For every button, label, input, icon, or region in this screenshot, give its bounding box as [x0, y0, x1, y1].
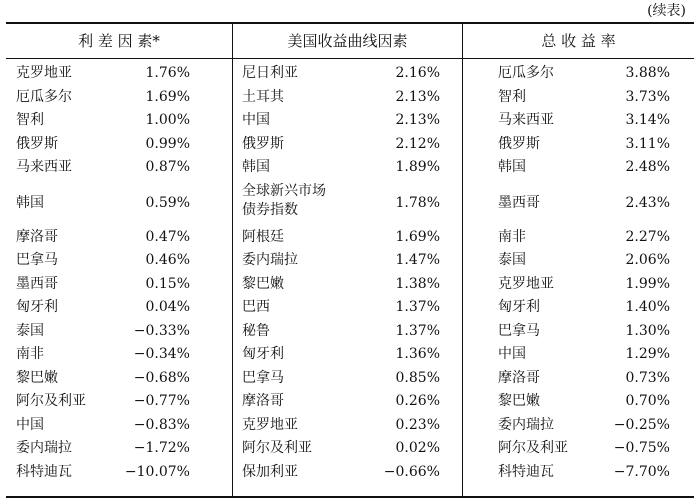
return-value: 1.69% — [145, 88, 190, 105]
table-row — [6, 414, 694, 437]
country-name: 俄罗斯 — [242, 135, 284, 152]
return-value: 0.23% — [395, 416, 440, 433]
table-row — [6, 226, 694, 249]
return-value: 1.99% — [625, 275, 670, 292]
country-name: 克罗地亚 — [16, 65, 72, 81]
table-row — [6, 62, 694, 85]
table-row — [6, 109, 694, 132]
return-value: 0.26% — [395, 393, 440, 409]
country-name: 中国 — [16, 416, 44, 433]
return-value: −10.07% — [124, 463, 190, 480]
country-name: 摩洛哥 — [242, 393, 284, 409]
country-name: 秘鲁 — [242, 322, 270, 339]
return-value: 2.06% — [625, 252, 670, 268]
country-name: 保加利亚 — [242, 463, 298, 480]
return-value: −0.68% — [133, 369, 190, 386]
country-name: 俄罗斯 — [498, 135, 540, 152]
country-name: 韩国 — [16, 194, 44, 211]
country-name: 厄瓜多尔 — [16, 88, 72, 105]
return-value: 0.04% — [145, 299, 190, 315]
table-row — [6, 249, 694, 272]
header-us-yield-curve-factor: 美国收益曲线因素 — [287, 32, 408, 50]
country-name: 韩国 — [242, 159, 270, 175]
country-name: 泰国 — [16, 322, 44, 339]
country-name: 泰国 — [498, 252, 526, 268]
return-value: 1.29% — [625, 346, 670, 362]
country-name: 科特迪瓦 — [498, 463, 554, 480]
table-row — [6, 296, 694, 319]
table-row — [6, 180, 694, 226]
return-value: 0.99% — [145, 135, 190, 152]
country-name: 委内瑞拉 — [242, 252, 298, 268]
country-name: 马来西亚 — [16, 159, 72, 175]
return-value: 1.76% — [145, 65, 190, 81]
return-value: 1.89% — [395, 159, 440, 175]
country-name: 土耳其 — [242, 88, 284, 105]
return-value: 1.38% — [395, 275, 440, 292]
country-name: 智利 — [16, 112, 44, 128]
country-name: 墨西哥 — [498, 194, 540, 211]
return-value: 1.37% — [395, 299, 440, 315]
country-name: 摩洛哥 — [16, 228, 58, 245]
return-value: −0.77% — [133, 393, 190, 409]
return-value: 2.48% — [625, 159, 670, 175]
return-value: 0.73% — [625, 369, 670, 386]
return-value: −0.66% — [383, 463, 440, 480]
country-name: 尼日利亚 — [242, 65, 298, 81]
country-name: 匈牙利 — [242, 346, 284, 362]
country-name: 克罗地亚 — [242, 416, 298, 433]
header-total-return: 总 收 益 率 — [541, 32, 616, 50]
return-value: 2.13% — [395, 112, 440, 128]
table-top-rule — [6, 22, 694, 24]
country-name: 科特迪瓦 — [16, 463, 72, 480]
return-value: 1.00% — [145, 112, 190, 128]
country-name: 克罗地亚 — [498, 275, 554, 292]
country-name: 阿根廷 — [242, 228, 284, 245]
return-value: 1.47% — [395, 252, 440, 268]
country-name: 阿尔及利亚 — [16, 393, 86, 409]
country-name: 黎巴嫩 — [498, 393, 540, 409]
return-value: 0.47% — [145, 228, 190, 245]
table-row — [6, 273, 694, 296]
return-value: −0.25% — [613, 416, 670, 433]
header-spread-factor: 利 差 因 素* — [78, 32, 160, 50]
country-name: 智利 — [498, 88, 526, 105]
return-value: −7.70% — [613, 463, 670, 480]
country-name: 匈牙利 — [16, 299, 58, 315]
country-name: 墨西哥 — [16, 275, 58, 292]
return-value: 3.11% — [625, 135, 670, 152]
country-name: 巴拿马 — [242, 369, 284, 386]
return-value: 2.12% — [395, 135, 440, 152]
country-name: 委内瑞拉 — [16, 440, 72, 456]
return-value: 2.43% — [625, 194, 670, 211]
return-value: 1.30% — [625, 322, 670, 339]
table-row — [6, 461, 694, 484]
return-value: 0.59% — [145, 194, 190, 211]
country-name: 阿尔及利亚 — [498, 440, 568, 456]
return-value: −0.33% — [133, 322, 190, 339]
country-name: 中国 — [242, 112, 270, 128]
country-name: 厄瓜多尔 — [498, 65, 554, 81]
country-name: 摩洛哥 — [498, 369, 540, 386]
country-name: 匈牙利 — [498, 299, 540, 315]
return-value: 1.40% — [625, 299, 670, 315]
return-value: 2.27% — [625, 228, 670, 245]
country-name: 南非 — [498, 228, 526, 245]
return-value: 3.73% — [625, 88, 670, 105]
table-header-rule — [6, 58, 694, 59]
return-value: 1.37% — [395, 322, 440, 339]
table-row — [6, 320, 694, 343]
return-value: 0.46% — [145, 252, 190, 268]
return-value: −0.75% — [613, 440, 670, 456]
return-value: 2.16% — [395, 65, 440, 81]
country-name: 马来西亚 — [498, 112, 554, 128]
country-name: 俄罗斯 — [16, 135, 58, 152]
return-value: 0.02% — [395, 440, 440, 456]
return-value: 0.15% — [145, 275, 190, 292]
return-value: 1.78% — [395, 194, 440, 211]
return-value: 1.69% — [395, 228, 440, 245]
country-name: 全球新兴市场 债券指数 — [242, 182, 326, 218]
return-value: 1.36% — [395, 346, 440, 362]
return-value: 3.88% — [625, 65, 670, 81]
table-row — [6, 156, 694, 179]
table-row — [6, 367, 694, 390]
table-row — [6, 437, 694, 460]
return-value: −0.34% — [133, 346, 190, 362]
return-value: 0.70% — [625, 393, 670, 409]
table-row — [6, 343, 694, 366]
return-value: 3.14% — [625, 112, 670, 128]
return-value: 2.13% — [395, 88, 440, 105]
country-name: 委内瑞拉 — [498, 416, 554, 433]
continuation-label: (续表) — [647, 3, 686, 19]
table-row — [6, 133, 694, 156]
country-name: 黎巴嫩 — [242, 275, 284, 292]
table-row — [6, 390, 694, 413]
country-name: 韩国 — [498, 159, 526, 175]
return-value: −0.83% — [133, 416, 190, 433]
return-value: 0.87% — [145, 159, 190, 175]
country-name: 巴拿马 — [498, 322, 540, 339]
country-name: 中国 — [498, 346, 526, 362]
country-name: 阿尔及利亚 — [242, 440, 312, 456]
country-name: 南非 — [16, 346, 44, 362]
table-row — [6, 86, 694, 109]
country-name: 巴西 — [242, 299, 270, 315]
country-name: 巴拿马 — [16, 252, 58, 268]
return-value: 0.85% — [395, 369, 440, 386]
country-name: 黎巴嫩 — [16, 369, 58, 386]
return-value: −1.72% — [133, 440, 190, 456]
